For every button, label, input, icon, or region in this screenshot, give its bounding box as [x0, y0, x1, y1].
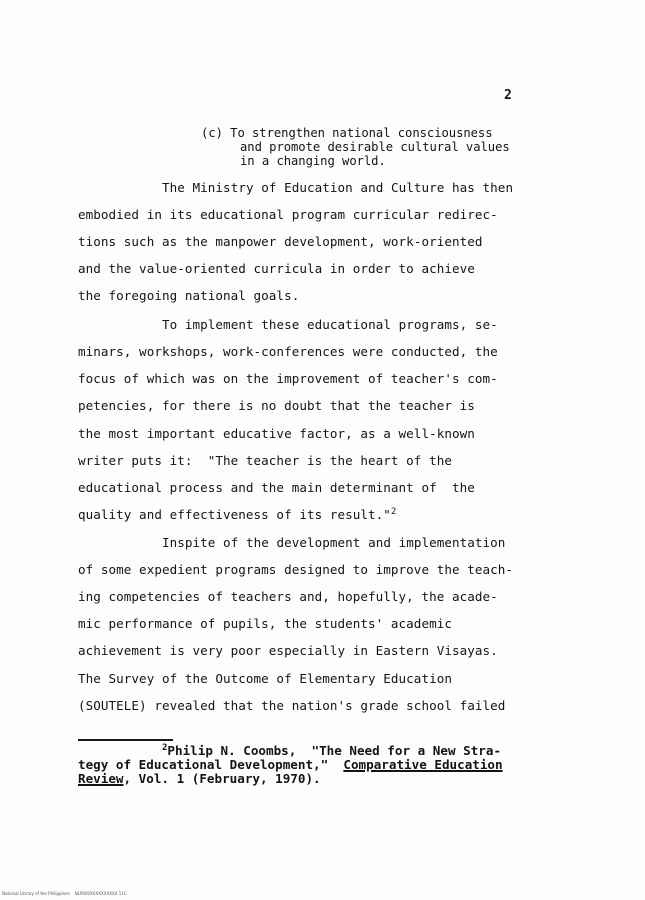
paragraph-line: the most important educative factor, as a well-known [78, 426, 475, 441]
journal-title: Comparative Education [343, 757, 503, 772]
list-item-line: (c) To strengthen national consciousness [201, 126, 493, 140]
paragraph-line: tions such as the manpower development, work-oriented [78, 234, 483, 249]
paragraph-line: focus of which was on the improvement of teacher's com- [78, 371, 498, 386]
paragraph-line: of some expedient programs designed to improve the teach- [78, 562, 514, 577]
paragraph-line: educational process and the main determinant of the [78, 480, 475, 495]
list-item-line: and promote desirable cultural values [240, 140, 510, 154]
journal-title: Review [78, 771, 124, 786]
footnote-line [78, 772, 321, 786]
paragraph-line: embodied in its educational program curricular redirec- [78, 207, 498, 222]
paragraph-line: the foregoing national goals. [78, 288, 300, 303]
paragraph-line: To implement these educational programs, se- [162, 317, 498, 332]
footnote-citation: Philip N. Coombs, "The Need for a New Stra- [167, 743, 502, 758]
paragraph-line: The Ministry of Education and Culture has then [162, 180, 514, 195]
paragraph-line: The Survey of the Outcome of Elementary Education [78, 671, 452, 686]
footnote-citation: tegy of Educational Development," [78, 757, 344, 772]
paragraph-line: Inspite of the development and implementation [162, 535, 506, 550]
paragraph-line: achievement is very poor especially in Eastern Visayas. [78, 643, 498, 658]
footnote-line [162, 744, 501, 758]
paragraph-line: writer puts it: "The teacher is the heart of the [78, 453, 452, 468]
list-item-line: in a changing world. [240, 154, 386, 168]
footnote-line [78, 758, 503, 772]
archive-label: National Library of the Philippines NLP000XXXXXXXXXX 11C [2, 891, 127, 896]
footnote-divider [78, 739, 173, 741]
footnote-reference: 2 [390, 506, 397, 517]
paragraph-line: mic performance of pupils, the students' academic [78, 616, 452, 631]
paragraph-line: minars, workshops, work-conferences were conducted, the [78, 344, 498, 359]
paragraph-line: petencies, for there is no doubt that the teacher is [78, 398, 475, 413]
quote-line-text: quality and effectiveness of its result." [78, 507, 391, 522]
paragraph-line [78, 508, 396, 522]
footnote-marker: 2 [162, 742, 168, 753]
paragraph-line: (SOUTELE) revealed that the nation's grade school failed [78, 698, 506, 713]
page-number: 2 [504, 88, 512, 103]
footnote-citation: , Vol. 1 (February, 1970). [123, 771, 321, 786]
paragraph-line: and the value-oriented curricula in order to achieve [78, 261, 475, 276]
paragraph-line: ing competencies of teachers and, hopefully, the acade- [78, 589, 498, 604]
